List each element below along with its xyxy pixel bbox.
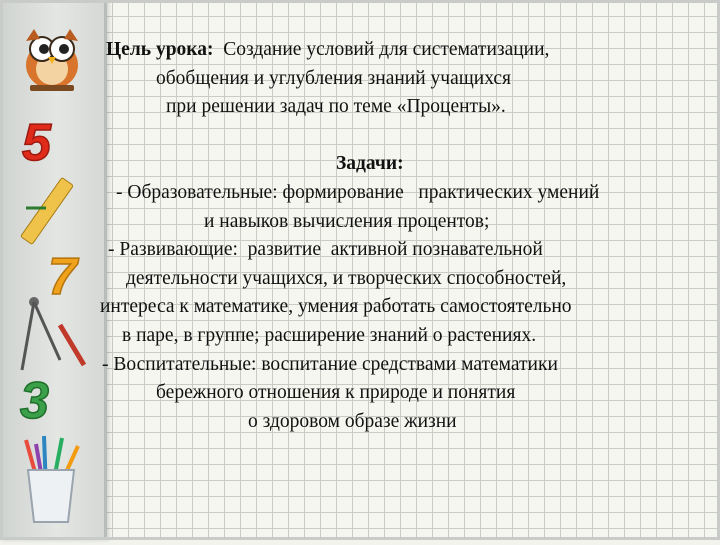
task-line-5: интереса к математике, умения работать самостоятельно [100,296,572,318]
goal-text-1: Создание условий для систематизации, [223,39,550,60]
pencil-cup-icon [26,436,78,522]
sidebar-illustrations [0,0,104,540]
task-line-3: - Развивающие: развитие активной познавательной [108,239,543,261]
digit-five: 5 [22,114,51,172]
decorative-sidebar [0,0,107,540]
goal-label: Цель урока: [106,39,214,60]
task-line-8: бережного отношения к природе и понятия [156,382,516,404]
task-line-4: деятельности учащихся, и творческих способностей, [126,267,567,289]
goal-line-2: обобщения и углубления знаний учащихся [156,67,512,89]
goal-line-1 [100,36,718,65]
compass-icon [22,297,84,370]
tasks-title: Задачи: [336,153,404,175]
spacer [100,122,718,151]
digit-three: 3 [20,372,49,430]
task-line-9: о здоровом образе жизни [248,410,457,432]
owl-icon [26,29,78,91]
task-line-6: в паре, в группе; расширение знаний о растениях. [122,324,537,346]
digit-seven: 7 [48,248,77,306]
lesson-text-block [100,36,718,436]
task-line-2: и навыков вычисления процентов; [204,210,490,232]
task-line-1: - Образовательные: формирование практических умений [116,181,600,203]
ruler-icon [21,177,74,244]
task-line-7: - Воспитательные: воспитание средствами математики [102,353,558,375]
goal-line-3: при решении задач по теме «Проценты». [166,96,506,118]
